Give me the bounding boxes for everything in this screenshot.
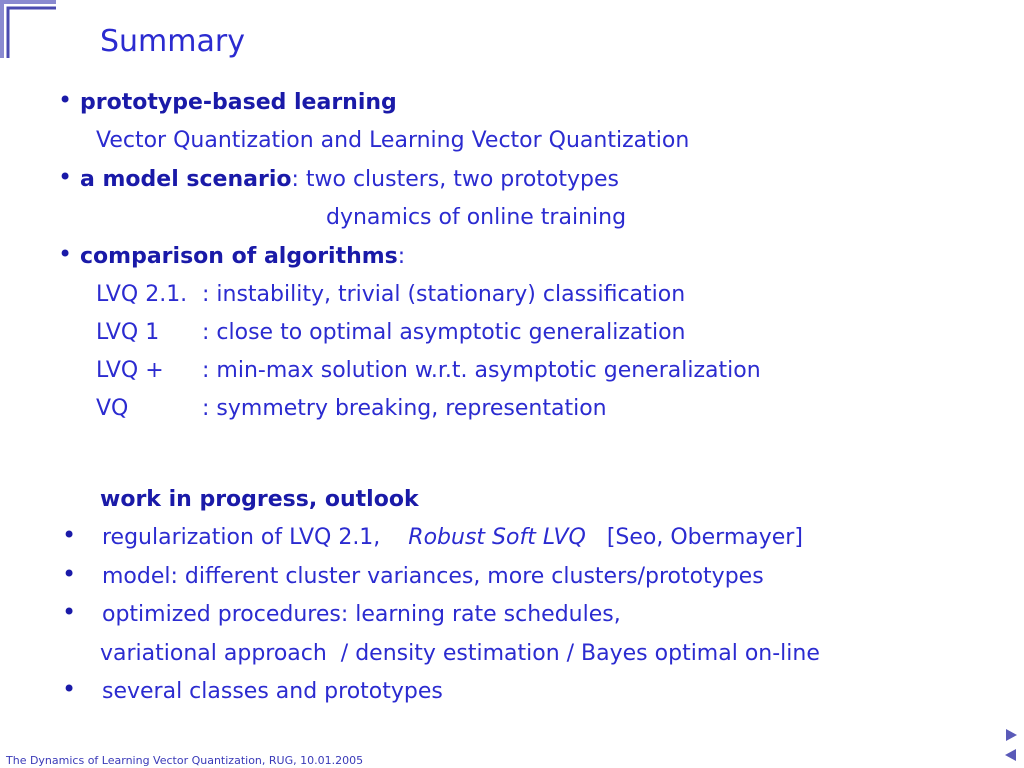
bullet-sub-vq: Vector Quantization and Learning Vector Quantization [96, 128, 690, 153]
next-arrow-icon[interactable] [1004, 728, 1018, 742]
page-title: Summary [100, 24, 245, 59]
outlook-item-1-cite: [Seo, Obermayer] [606, 525, 803, 550]
bullet-model-rest: : two clusters, two prototypes [291, 167, 619, 192]
outlook-item-1-text: regularization of LVQ 2.1, [102, 525, 381, 550]
outlook-heading: work in progress, outlook [100, 487, 419, 512]
bullet: • [62, 521, 77, 549]
outlook-item-2: model: different cluster variances, more clusters/prototypes [102, 564, 764, 589]
bullet: • [62, 598, 77, 626]
bullet-heading-comparison: comparison of algorithms [80, 244, 398, 269]
algo-name: LVQ 1 [96, 320, 160, 345]
bullet-comparison [80, 246, 405, 268]
algo-desc: : close to optimal asymptotic generalization [202, 320, 686, 345]
prev-arrow-icon[interactable] [1004, 748, 1018, 762]
bullet-sub-dynamics: dynamics of online training [326, 205, 627, 230]
algo-name: VQ [96, 396, 129, 421]
outlook-item-3: optimized procedures: learning rate schedules, [102, 602, 621, 627]
algo-name: LVQ + [96, 358, 164, 383]
outlook-item-4: several classes and prototypes [102, 679, 443, 704]
bullet: • [58, 163, 73, 191]
algo-name: LVQ 2.1. [96, 282, 188, 307]
bullet-heading-prototype: prototype-based learning [80, 90, 397, 115]
algo-desc: : symmetry breaking, representation [202, 396, 607, 421]
outlook-item-3-sub: variational approach / density estimation / Bayes optimal on-line [100, 641, 820, 666]
outlook-item-1 [102, 527, 803, 549]
comparison-colon: : [397, 244, 406, 269]
outlook-item-1-italic: Robust Soft LVQ [408, 525, 586, 550]
bullet: • [62, 560, 77, 588]
bullet-model-scenario [80, 169, 619, 191]
bullet: • [58, 86, 73, 114]
algo-desc: : instability, trivial (stationary) classification [202, 282, 686, 307]
bullet: • [62, 675, 77, 703]
footer: The Dynamics of Learning Vector Quantization, RUG, 10.01.2005 [6, 754, 364, 767]
corner-bracket-icon [0, 0, 60, 60]
algo-desc: : min-max solution w.r.t. asymptotic generalization [202, 358, 761, 383]
bullet-heading-model: a model scenario [80, 167, 292, 192]
bullet: • [58, 240, 73, 268]
